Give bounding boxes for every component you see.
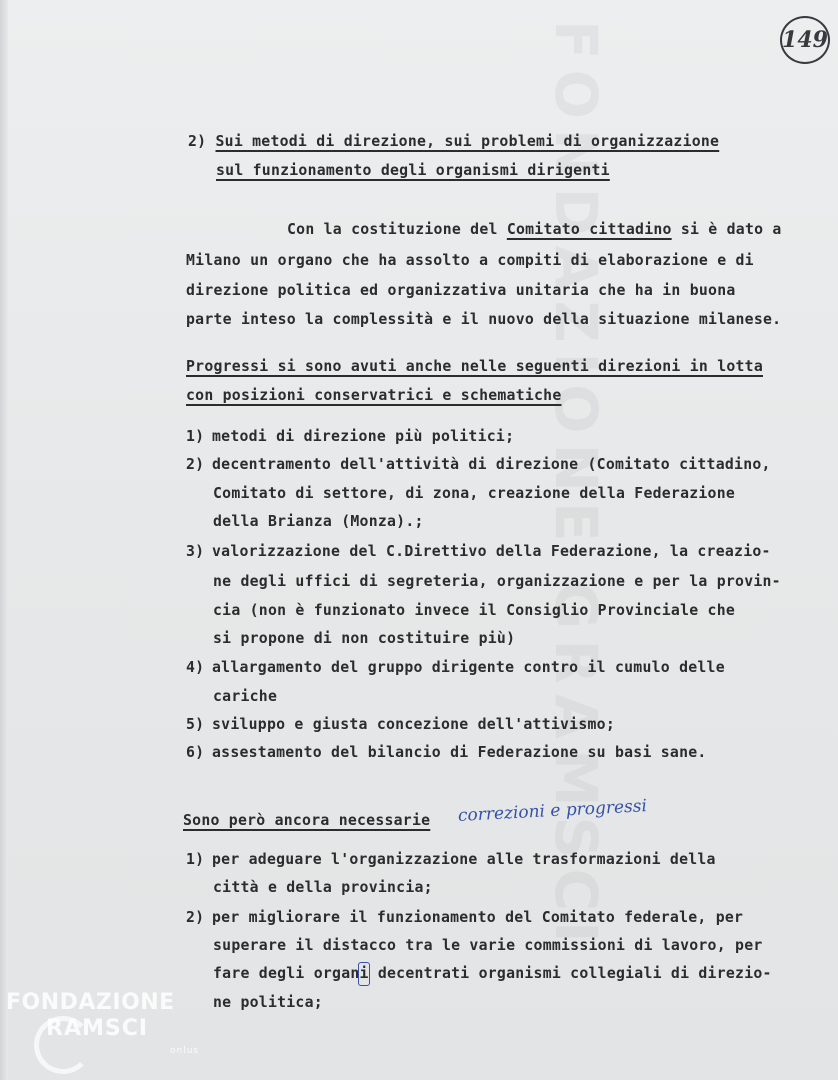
item-number: 2) (186, 909, 205, 926)
progress-item-continuation: si propone di non costituire più) (213, 630, 516, 647)
section-heading-text-1: Sui metodi di direzione, sui problemi di organizzazione (215, 133, 720, 150)
progress-item-continuation: ne degli uffici di segreteria, organizzazione e per la provin- (213, 573, 781, 590)
intro-text-after: si è dato a (671, 221, 782, 238)
progress-heading-line-2: con posizioni conservatrici e schematiche (186, 387, 562, 404)
item-number: 2) (186, 456, 205, 473)
item-number: 6) (186, 744, 205, 761)
logo-line-2: RAMSCI (46, 1016, 149, 1041)
intro-line-3: direzione politica ed organizzativa unitaria che ha in buona (186, 282, 736, 299)
progress-item (186, 543, 771, 560)
needs-heading: Sono però ancora necessarie (183, 812, 431, 829)
needs-item-continuation: fare degli organi decentrati organismi collegiali di direzio- (213, 965, 772, 982)
section-heading-line-1 (188, 133, 719, 150)
needs-item (186, 851, 716, 868)
sheet-edge (0, 0, 8, 1080)
item-text: sviluppo e giusta concezione dell'attivismo; (212, 716, 615, 733)
logo-line-3: onlus (170, 1046, 200, 1056)
handwritten-note: correzioni e progressi (457, 796, 648, 826)
item-number: 1) (186, 851, 205, 868)
progress-item-continuation: della Brianza (Monza).; (213, 513, 424, 530)
item-number: 5) (186, 716, 205, 733)
item-number: 3) (186, 543, 205, 560)
needs-item-continuation: superare il distacco tra le varie commissioni di lavoro, per (213, 937, 763, 954)
item-text: allargamento del gruppo dirigente contro il cumulo delle (212, 659, 725, 676)
comitato-cittadino-underlined: Comitato cittadino (506, 221, 672, 238)
section-number: 2) (188, 133, 207, 150)
progress-item (186, 716, 615, 733)
progress-item-continuation: cariche (213, 688, 278, 705)
logo-line-1: FONDAZIONE (6, 990, 175, 1015)
item-number: 1) (186, 428, 205, 445)
item-text: per adeguare l'organizzazione alle trasformazioni della (212, 851, 716, 868)
item-text: valorizzazione del C.Direttivo della Federazione, la creazio- (212, 543, 771, 560)
needs-item (186, 909, 743, 926)
progress-item-continuation: cia (non è funzionato invece il Consiglio Provinciale che (213, 602, 736, 619)
intro-text-before: Con la costituzione del (287, 221, 507, 238)
progress-item (186, 456, 771, 473)
intro-line-2: Milano un organo che ha assolto a compiti di elaborazione e di (186, 252, 754, 269)
item-text: assestamento del bilancio di Federazione su basi sane. (212, 744, 707, 761)
needs-item-continuation: città e della provincia; (213, 879, 433, 896)
progress-heading-line-1: Progressi si sono avuti anche nelle seguenti direzioni in lotta (186, 358, 763, 375)
progress-item (186, 744, 707, 761)
progress-item-continuation: Comitato di settore, di zona, creazione della Federazione (213, 485, 736, 502)
intro-line-1 (287, 221, 782, 238)
intro-line-4: parte inteso la complessità e il nuovo della situazione milanese. (186, 311, 782, 328)
item-text: per migliorare il funzionamento del Comitato federale, per (212, 909, 744, 926)
progress-item (186, 659, 725, 676)
page-number-stamp: 149 (780, 16, 830, 64)
fondazione-gramsci-logo (6, 988, 226, 1078)
handwritten-correction-mark (358, 962, 370, 986)
section-heading-line-2: sul funzionamento degli organismi dirigenti (216, 162, 610, 179)
needs-item-continuation: ne politica; (213, 994, 323, 1011)
progress-item (186, 428, 514, 445)
item-number: 4) (186, 659, 205, 676)
item-text: decentramento dell'attività di direzione (Comitato cittadino, (212, 456, 771, 473)
item-text: metodi di direzione più politici; (212, 428, 515, 445)
